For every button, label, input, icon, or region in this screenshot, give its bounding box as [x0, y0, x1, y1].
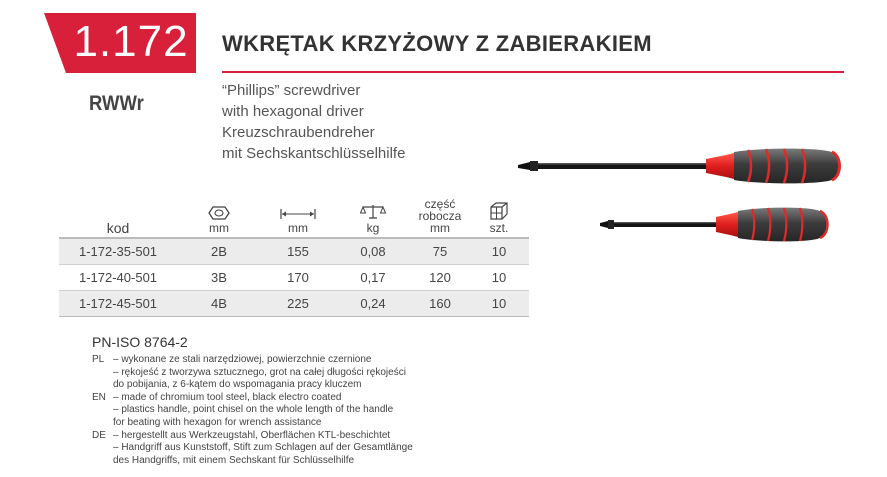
table-header-row: [59, 198, 529, 238]
note-text: do pobijania, z 6-kątem do wspomagania pracy kluczem: [113, 379, 362, 391]
model-code: RWWr: [89, 92, 144, 115]
header-weight: [335, 198, 411, 238]
screwdriver-large-image: [516, 146, 842, 188]
standard-code: PN-ISO 8764-2: [92, 334, 188, 350]
cell-length: 225: [261, 291, 335, 317]
product-subtitles: [222, 80, 405, 164]
spec-table: [59, 198, 529, 317]
header-length: [261, 198, 335, 238]
header-working-part: [411, 198, 469, 238]
cell-kod: 1-172-40-501: [59, 265, 177, 291]
subtitle-line: “Phillips” screwdriver: [222, 82, 361, 99]
cell-weight: 0,24: [335, 291, 411, 317]
note-line: [92, 417, 413, 430]
note-text: – made of chromium tool steel, black electro coated: [113, 391, 342, 403]
note-lang: EN: [92, 391, 106, 403]
note-line: [92, 430, 413, 443]
cell-length: 170: [261, 265, 335, 291]
note-line: [92, 404, 413, 417]
header-kod: kod: [59, 198, 177, 238]
cell-size: 4B: [177, 291, 261, 317]
hex-nut-icon: [208, 206, 230, 220]
table-row: [59, 265, 529, 291]
cell-kod: 1-172-35-501: [59, 238, 177, 265]
note-text: for beating with hexagon for wrench assistance: [113, 416, 322, 428]
screwdriver-small-image: [598, 205, 832, 245]
header-weight-unit: kg: [366, 221, 380, 235]
description-notes: [92, 354, 413, 467]
catalog-number-badge: [44, 13, 196, 73]
cell-size: 3B: [177, 265, 261, 291]
cell-qty: 10: [469, 238, 529, 265]
cell-kod: 1-172-45-501: [59, 291, 177, 317]
header-working-part-unit: mm: [430, 221, 450, 235]
note-text: – hergestellt aus Werkzeugstahl, Oberflächen KTL-beschichtet: [113, 429, 391, 441]
header-length-unit: mm: [288, 221, 308, 235]
cell-length: 155: [261, 238, 335, 265]
note-line: [92, 367, 413, 380]
product-title: WKRĘTAK KRZYŻOWY Z ZABIERAKIEM: [222, 31, 652, 56]
length-arrow-icon: [280, 208, 316, 220]
box-icon: [489, 202, 509, 220]
cell-weight: 0,08: [335, 238, 411, 265]
cell-working-part: 120: [411, 265, 469, 291]
title-divider: [222, 71, 844, 73]
note-line: [92, 392, 413, 405]
note-line: [92, 442, 413, 455]
cell-size: 2B: [177, 238, 261, 265]
header-working-part-line2: robocza: [418, 209, 462, 223]
header-size-unit: mm: [209, 221, 229, 235]
header-qty: [469, 198, 529, 238]
header-working-part-line1: część: [424, 197, 456, 211]
table-row: [59, 291, 529, 317]
header-size: [177, 198, 261, 238]
subtitle-line: mit Sechskantschlüsselhilfe: [222, 145, 406, 162]
note-line: [92, 354, 413, 367]
note-text: – Handgriff aus Kunststoff, Stift zum Schlagen auf der Gesamtlänge: [113, 442, 413, 454]
note-text: des Handgriffs, mit einem Sechskant für Schlüsselhilfe: [113, 454, 355, 466]
note-text: – rękojeść z tworzywa sztucznego, grot na całej długości rękojeści: [113, 366, 406, 378]
note-lang: PL: [92, 354, 105, 365]
note-text: – plastics handle, point chisel on the whole length of the handle: [113, 404, 394, 416]
cell-qty: 10: [469, 291, 529, 317]
scale-icon: [360, 204, 386, 220]
catalog-number: 1.172: [73, 17, 189, 66]
subtitle-line: with hexagonal driver: [222, 103, 364, 120]
subtitle-line: Kreuzschraubendreher: [222, 124, 375, 141]
cell-weight: 0,17: [335, 265, 411, 291]
note-text: – wykonane ze stali narzędziowej, powierzchnie czernione: [113, 354, 372, 365]
note-lang: DE: [92, 429, 106, 441]
note-line: [92, 455, 413, 468]
table-row: [59, 238, 529, 265]
cell-working-part: 75: [411, 238, 469, 265]
cell-working-part: 160: [411, 291, 469, 317]
cell-qty: 10: [469, 265, 529, 291]
note-line: [92, 379, 413, 392]
header-qty-label: szt.: [489, 221, 509, 235]
